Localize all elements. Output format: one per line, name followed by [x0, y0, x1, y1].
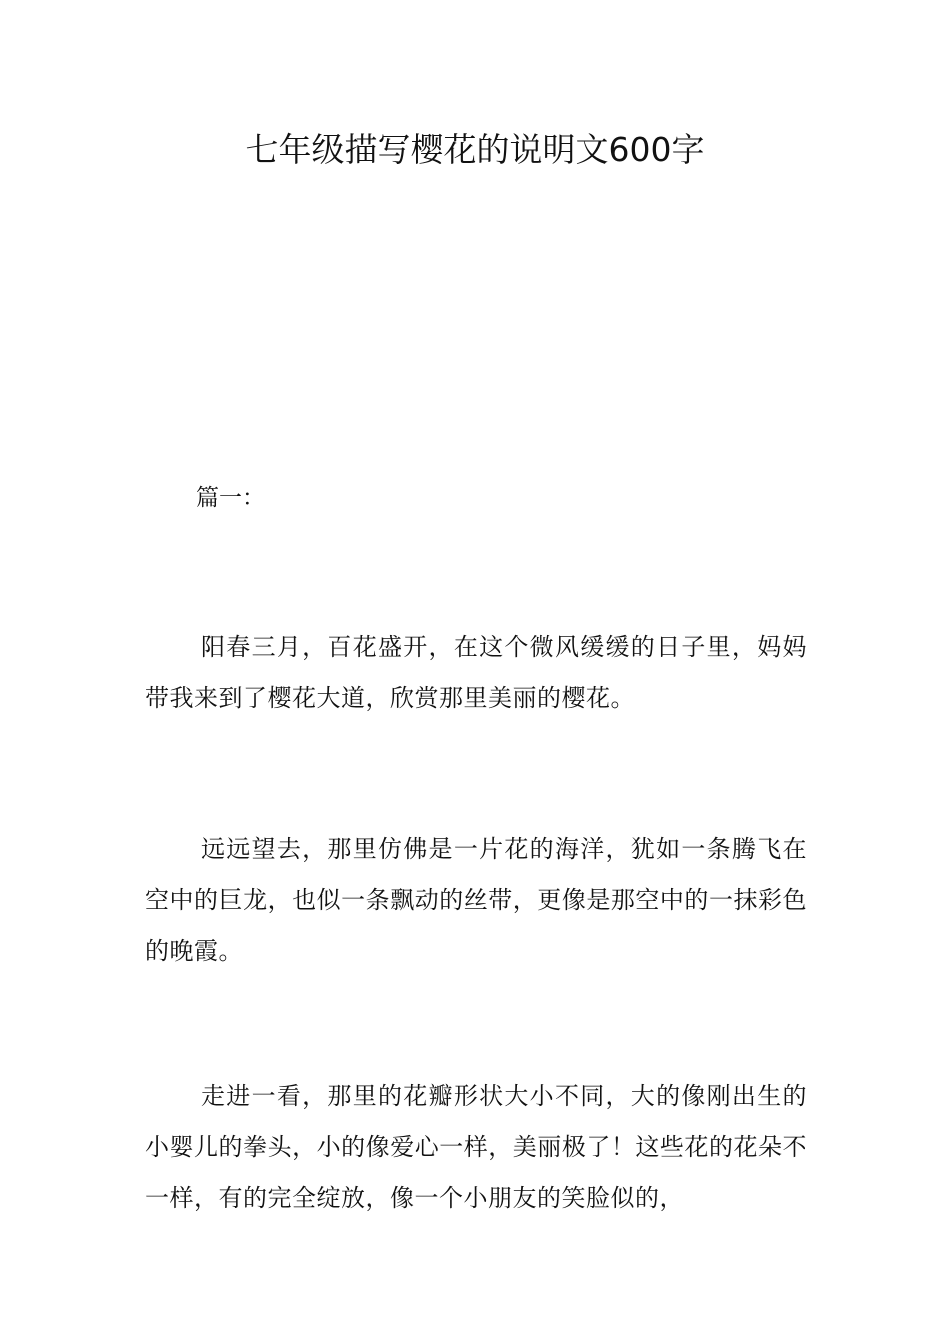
paragraph-2: 远远望去，那里仿佛是一片花的海洋，犹如一条腾飞在空中的巨龙，也似一条飘动的丝带，更像是那空中的一抹彩色的晚霞。 — [145, 835, 807, 965]
paragraph-1: 阳春三月，百花盛开，在这个微风缓缓的日子里，妈妈带我来到了樱花大道，欣赏那里美丽的樱花。 — [145, 633, 807, 712]
document-title: 七年级描写樱花的说明文600字 — [245, 130, 705, 169]
paragraph-3: 走进一看，那里的花瓣形状大小不同，大的像刚出生的小婴儿的拳头，小的像爱心一样，美丽极了！这些花的花朵不一样，有的完全绽放，像一个小朋友的笑脸似的， — [145, 1082, 807, 1212]
section-label: 篇一： — [196, 485, 265, 511]
